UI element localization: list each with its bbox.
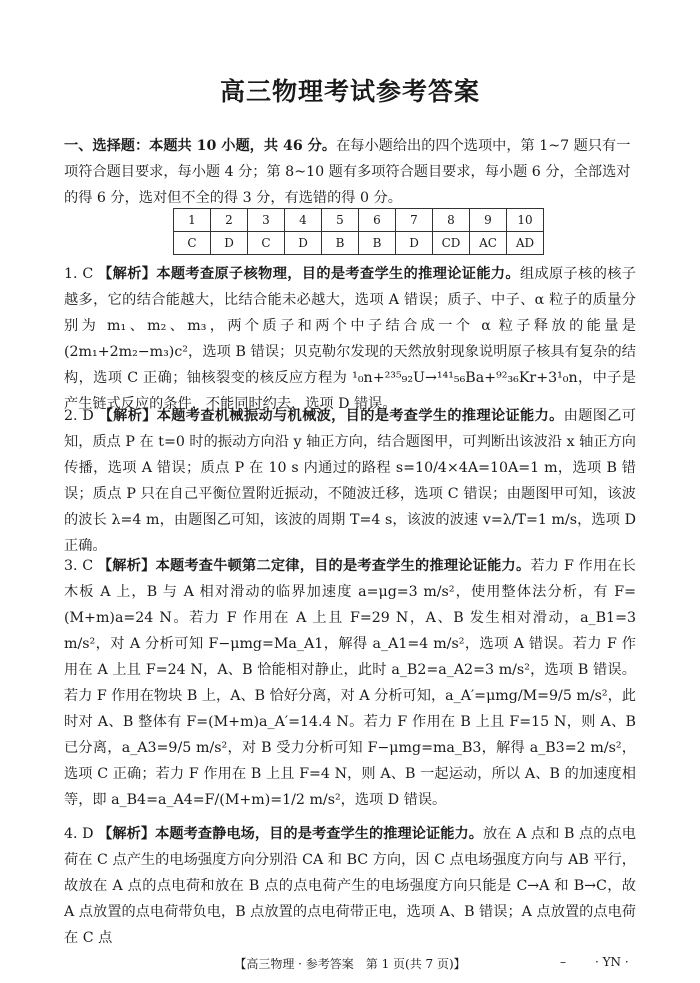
question-lead: 本题考查牛顿第二定律，目的是考查学生的推理论证能力。 [155, 558, 531, 574]
question-number-cell: 5 [322, 209, 359, 232]
analysis-tag: 【解析】 [97, 558, 156, 574]
question-1 [64, 261, 636, 417]
answer-table-header-row [174, 209, 544, 232]
question-3 [64, 553, 636, 813]
answer-cell: D [211, 232, 248, 255]
answer-cell: C [248, 232, 285, 255]
question-lead: 本题考查静电场，目的是考查学生的推理论证能力。 [155, 826, 484, 842]
question-number: 1. C [64, 266, 94, 282]
answer-cell: B [322, 232, 359, 255]
page-title: 高三物理考试参考答案 [219, 77, 480, 106]
analysis-tag: 【解析】 [98, 826, 156, 842]
section-intro [64, 133, 636, 211]
question-text: 组成原子核的核子越多，它的结合能越大，比结合能未必越大，选项 A 错误；质子、中子、α 粒子的质量分别为 m₁、m₂、m₃，两个质子和两个中子结合成一个 α 粒子释放的能量是(2m₁+2m₂−m₃)c²，选项 B 错误；贝克勒尔发现的天然放射现象说明原子核具有复杂的结构，选项 C 正确；铀核裂变的核反应方程为 ¹₀n+²³⁵₉₂U→¹⁴¹₅₆Ba+⁹²₃₆Kr+3¹₀n，中子是产生链式反应的条件，不能同时约去，选项 D 错误。 [64, 266, 636, 412]
answer-table-answer-row [174, 232, 544, 255]
question-number-cell: 6 [359, 209, 396, 232]
footer-mark: – [560, 955, 566, 969]
question-lead: 本题考查原子核物理，目的是考查学生的推理论证能力。 [156, 266, 520, 282]
question-number-cell: 3 [248, 209, 285, 232]
question-4 [64, 821, 636, 951]
section-heading: 一、选择题：本题共 10 小题，共 46 分。 [64, 138, 337, 154]
question-2 [64, 403, 636, 559]
question-text: 放在 A 点和 B 点的点电荷在 C 点产生的电场强度方向分别沿 CA 和 BC 方向，因 C 点电场强度方向与 AB 平行，故放在 A 点的点电荷和放在 B 点的点电荷产生的电场强度方向只能是 C→A 和 B→C，故 A 点放置的点电荷带负电，B 点放置的点电荷带正电，选项 A、B 错误；A 点放置的点电荷在 C 点 [64, 826, 636, 946]
answer-cell: D [396, 232, 433, 255]
question-number: 4. D [64, 826, 94, 842]
answer-cell: AD [507, 232, 544, 255]
footer-code: · YN · [595, 955, 629, 969]
question-number-cell: 10 [507, 209, 544, 232]
answer-cell: D [285, 232, 322, 255]
question-lead: 本题考查机械振动与机械波，目的是考查学生的推理论证能力。 [156, 408, 564, 424]
question-number: 3. C [64, 558, 94, 574]
question-number-cell: 7 [396, 209, 433, 232]
question-number-cell: 2 [211, 209, 248, 232]
question-number-cell: 1 [174, 209, 211, 232]
question-number-cell: 4 [285, 209, 322, 232]
question-text: 若力 F 作用在长木板 A 上，B 与 A 相对滑动的临界加速度 a=μg=3 m/s²，使用整体法分析，有 F=(M+m)a=24 N。若力 F 作用在 A 上且 F=29 N，A、B 发生相对滑动，a_B1=3 m/s²，对 A 分析可知 F−μmg=Ma_A1，解得 a_A1=4 m/s²，选项 A 错误。若力 F 作用在 A 上且 F=24 N，A、B 恰能相对静止，此时 a_B2=a_A2=3 m/s²，选项 B 错误。若力 F 作用在物块 B 上，A、B 恰好分离，对 A 分析可知，a_A′=μmg/M=9/5 m/s²，此时对 A、B 整体有 F=(M+m)a_A′=14.4 N。若力 F 作用在 B 上且 F=15 N，则 A、B 已分离，a_A3=9/5 m/s²，对 B 受力分析可知 F−μmg=ma_B3，解得 a_B3=2 m/s²，选项 C 正确；若力 F 作用在 B 上且 F=4 N，则 A、B 一起运动，所以 A、B 的加速度相等，即 a_B4=a_A4=F/(M+m)=1/2 m/s²，选项 D 错误。 [64, 558, 636, 808]
question-number: 2. D [64, 408, 94, 424]
question-number-cell: 9 [470, 209, 507, 232]
answer-table [173, 208, 544, 255]
page-footer: 【高三物理 · 参考答案 第 1 页(共 7 页)】 [234, 957, 466, 971]
answer-cell: CD [433, 232, 470, 255]
answer-cell: AC [470, 232, 507, 255]
analysis-tag: 【解析】 [98, 408, 157, 424]
question-number-cell: 8 [433, 209, 470, 232]
analysis-tag: 【解析】 [98, 266, 157, 282]
answer-cell: B [359, 232, 396, 255]
section-instructions: 在每小题给出的四个选项中，第 1~7 题只有一项符合题目要求，每小题 4 分；第 8~10 题有多项符合题目要求，每小题 6 分，全部选对的得 6 分，选对但不全的得 3 分，有选错的得 0 分。 [64, 138, 631, 206]
answer-cell: C [174, 232, 211, 255]
question-text: 由题图乙可知，质点 P 在 t=0 时的振动方向沿 y 轴正方向，结合题图甲，可判断出该波沿 x 轴正方向传播，选项 A 错误；质点 P 在 10 s 内通过的路程 s=10/4×4A=10A=1 m，选项 B 错误；质点 P 只在自己平衡位置附近振动，不随波迁移，选项 C 错误；由题图甲可知，该波的波长 λ=4 m，由题图乙可知，该波的周期 T=4 s，该波的波速 v=λ/T=1 m/s，选项 D 正确。 [64, 408, 636, 554]
